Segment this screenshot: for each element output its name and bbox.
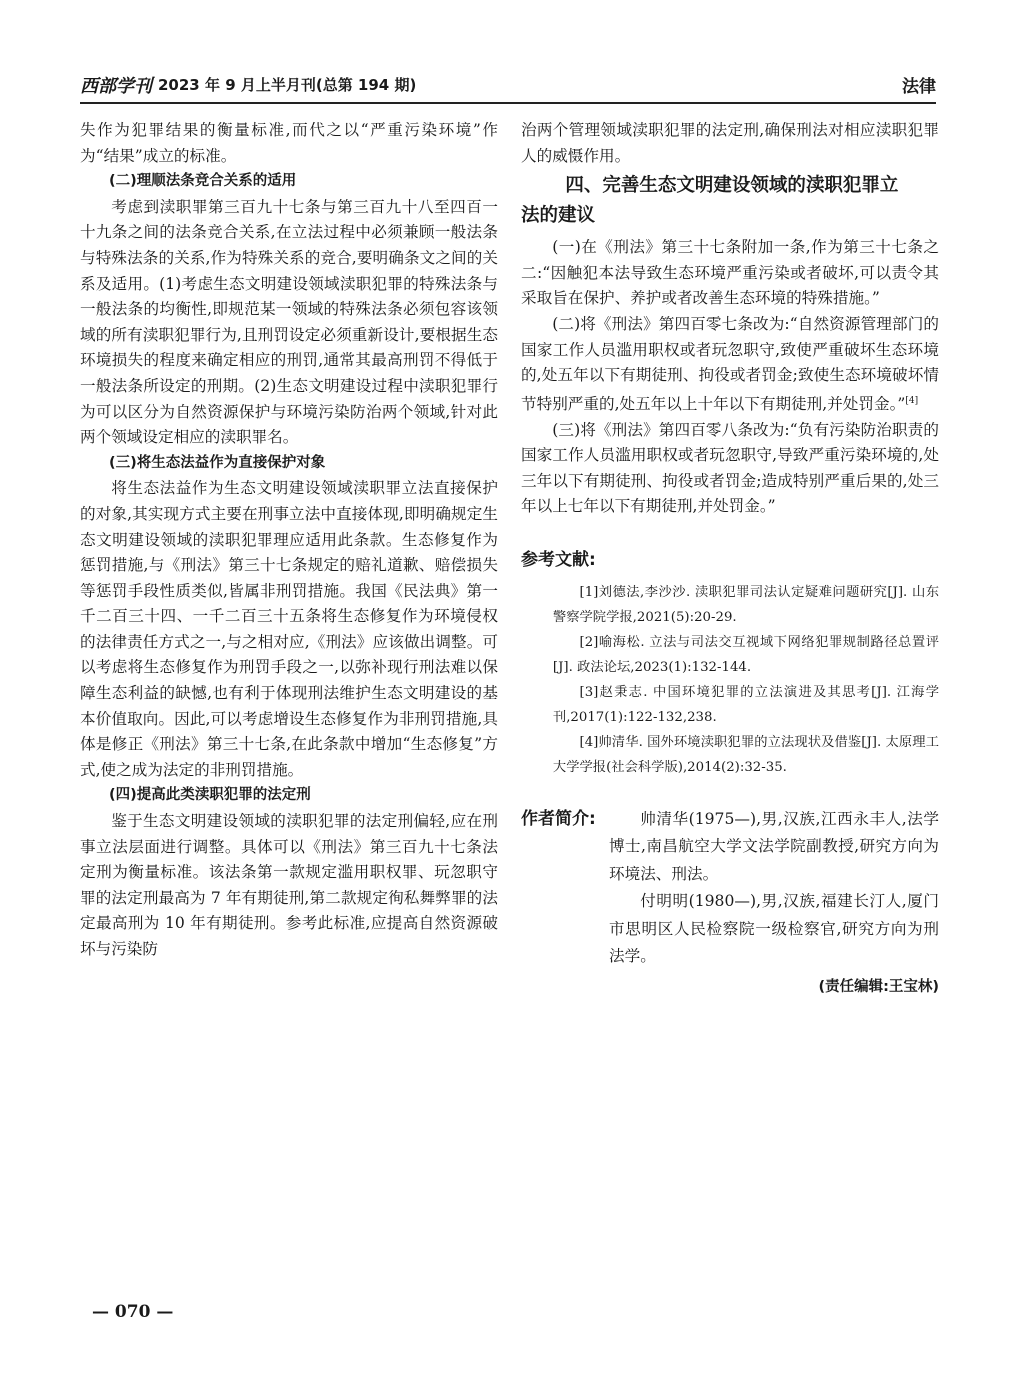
right-column xyxy=(521,118,939,1000)
author-bio xyxy=(521,806,939,971)
author-entry: 付明明(1980—),男,汉族,福建长汀人,厦门市思明区人民检察院一级检察官,研究方向为刑法学。 xyxy=(609,892,939,965)
page-header xyxy=(80,72,936,98)
author-bio-title: 作者简介: xyxy=(521,808,596,829)
section-heading-line1: 四、完善生态文明建设领域的渎职犯罪立 xyxy=(565,175,899,197)
references-title: 参考文献: xyxy=(521,549,596,570)
section-heading xyxy=(521,171,939,231)
paragraph: (三)将《刑法》第四百零八条改为:“负有污染防治职责的国家工作人员滥用职权或者玩忽职守,导致严重污染环境的,处三年以下有期徒刑、拘役或者罚金;造成特别严重后果的,处三年以上七年以下有期徒刑,并处罚金。” xyxy=(521,420,939,516)
paragraph: 鉴于生态文明建设领域的渎职犯罪的法定刑偏轻,应在刑事立法层面进行调整。具体可以《刑法》第三百九十七条法定刑为衡量标准。该法条第一款规定滥用职权罪、玩忽职守罪的法定刑最高为 7 年有期徒刑,第二款规定徇私舞弊罪的法定最高刑为 10 年有期徒刑。参考此标准,应提高自然资源破坏与污染防 xyxy=(80,812,498,958)
reference-item: [2]喻海松. 立法与司法交互视域下网络犯罪规制路径总置评[J]. 政法论坛,2023(1):132-144. xyxy=(552,634,939,675)
reference-item: [4]帅清华. 国外环境渎职犯罪的立法现状及借鉴[J]. 太原理工大学学报(社会科学版),2014(2):32-35. xyxy=(552,734,939,775)
subheading: (二)理顺法条竞合关系的适用 xyxy=(109,173,297,190)
author-entry: 帅清华(1975—),男,汉族,江西永丰人,法学博士,南昌航空大学文法学院副教授,研究方向为环境法、刑法。 xyxy=(609,809,939,883)
responsible-editor: (责任编辑:王宝林) xyxy=(818,978,939,995)
section-label: 法律 xyxy=(902,77,936,97)
author-bio-body xyxy=(609,806,939,971)
reference-item: [3]赵秉志. 中国环境犯罪的立法演进及其思考[J]. 江海学刊,2017(1):122-132,238. xyxy=(552,684,939,725)
paragraph: 将生态法益作为生态文明建设领域渎职罪立法直接保护的对象,其实现方式主要在刑事立法中直接体现,即明确规定生态文明建设领域的渎职犯罪理应适用此条款。生态修复作为惩罚措施,与《刑法》第三十七条规定的赔礼道歉、赔偿损失等惩罚手段性质类似,皆属非刑罚措施。我国《民法典》第一千二百三十四、一千二百三十五条将生态修复作为环境侵权的法律责任方式之一,与之相对应,《刑法》应该做出调整。可以考虑将生态修复作为刑罚手段之一,以弥补现行刑法难以保障生态利益的缺憾,也有利于体现刑法维护生态文明建设的基本价值取向。因此,可以考虑增设生态修复作为非刑罚措施,具体是修正《刑法》第三十七条,在此条款中增加“生态修复”方式,使之成为法定的非刑罚措施。 xyxy=(80,479,498,779)
paragraph: 失作为犯罪结果的衡量标准,而代之以“严重污染环境”作为“结果”成立的标准。 xyxy=(80,121,498,165)
subheading: (三)将生态法益作为直接保护对象 xyxy=(109,454,326,471)
left-column xyxy=(80,118,498,963)
paragraph: (一)在《刑法》第三十七条附加一条,作为第三十七条之二:“因触犯本法导致生态环境严重污染或者破坏,可以责令其采取旨在保护、养护或者改善生态环境的特殊措施。” xyxy=(521,238,939,308)
citation-marker: [4] xyxy=(905,395,919,406)
issue-info: 2023 年 9 月上半月刊(总第 194 期) xyxy=(158,76,417,94)
paragraph-text: (二)将《刑法》第四百零七条改为:“自然资源管理部门的国家工作人员滥用职权或者玩忽职守,致使严重破坏生态环境的,处五年以下有期徒刑、拘役或者罚金;致使生态环境破坏情节特别严重的,处五年以上十年以下有期徒刑,并处罚金。” xyxy=(521,314,939,413)
section-heading-line2: 法的建议 xyxy=(521,205,596,227)
paragraph: 治两个管理领域渎职犯罪的法定刑,确保刑法对相应渎职犯罪人的威慑作用。 xyxy=(521,121,939,165)
journal-logo: 西部学刊 xyxy=(80,76,152,97)
paragraph xyxy=(521,312,939,418)
reference-item: [1]刘德法,李沙沙. 渎职犯罪司法认定疑难问题研究[J]. 山东警察学院学报,2021(5):20-29. xyxy=(552,584,939,625)
page-number: — 070 — xyxy=(92,1302,174,1322)
header-rule xyxy=(80,102,936,104)
subheading: (四)提高此类渎职犯罪的法定刑 xyxy=(109,787,311,804)
paragraph: 考虑到渎职罪第三百九十七条与第三百九十八至四百一十九条之间的法条竞合关系,在立法过程中必须兼顾一般法条与特殊法条的关系,作为特殊关系的竞合,要明确条文之间的关系及适用。(1)考虑生态文明建设领域渎职犯罪的特殊法条与一般法条的均衡性,即规范某一领域的特殊法条必须包容该领域的所有渎职犯罪行为,且刑罚设定必须重新设计,要根据生态环境损失的程度来确定相应的刑罚,通常其最高刑罚不得低于一般法条所设定的刑期。(2)生态文明建设过程中渎职犯罪行为可以区分为自然资源保护与环境污染防治两个领域,针对此两个领域设定相应的渎职罪名。 xyxy=(80,197,498,447)
